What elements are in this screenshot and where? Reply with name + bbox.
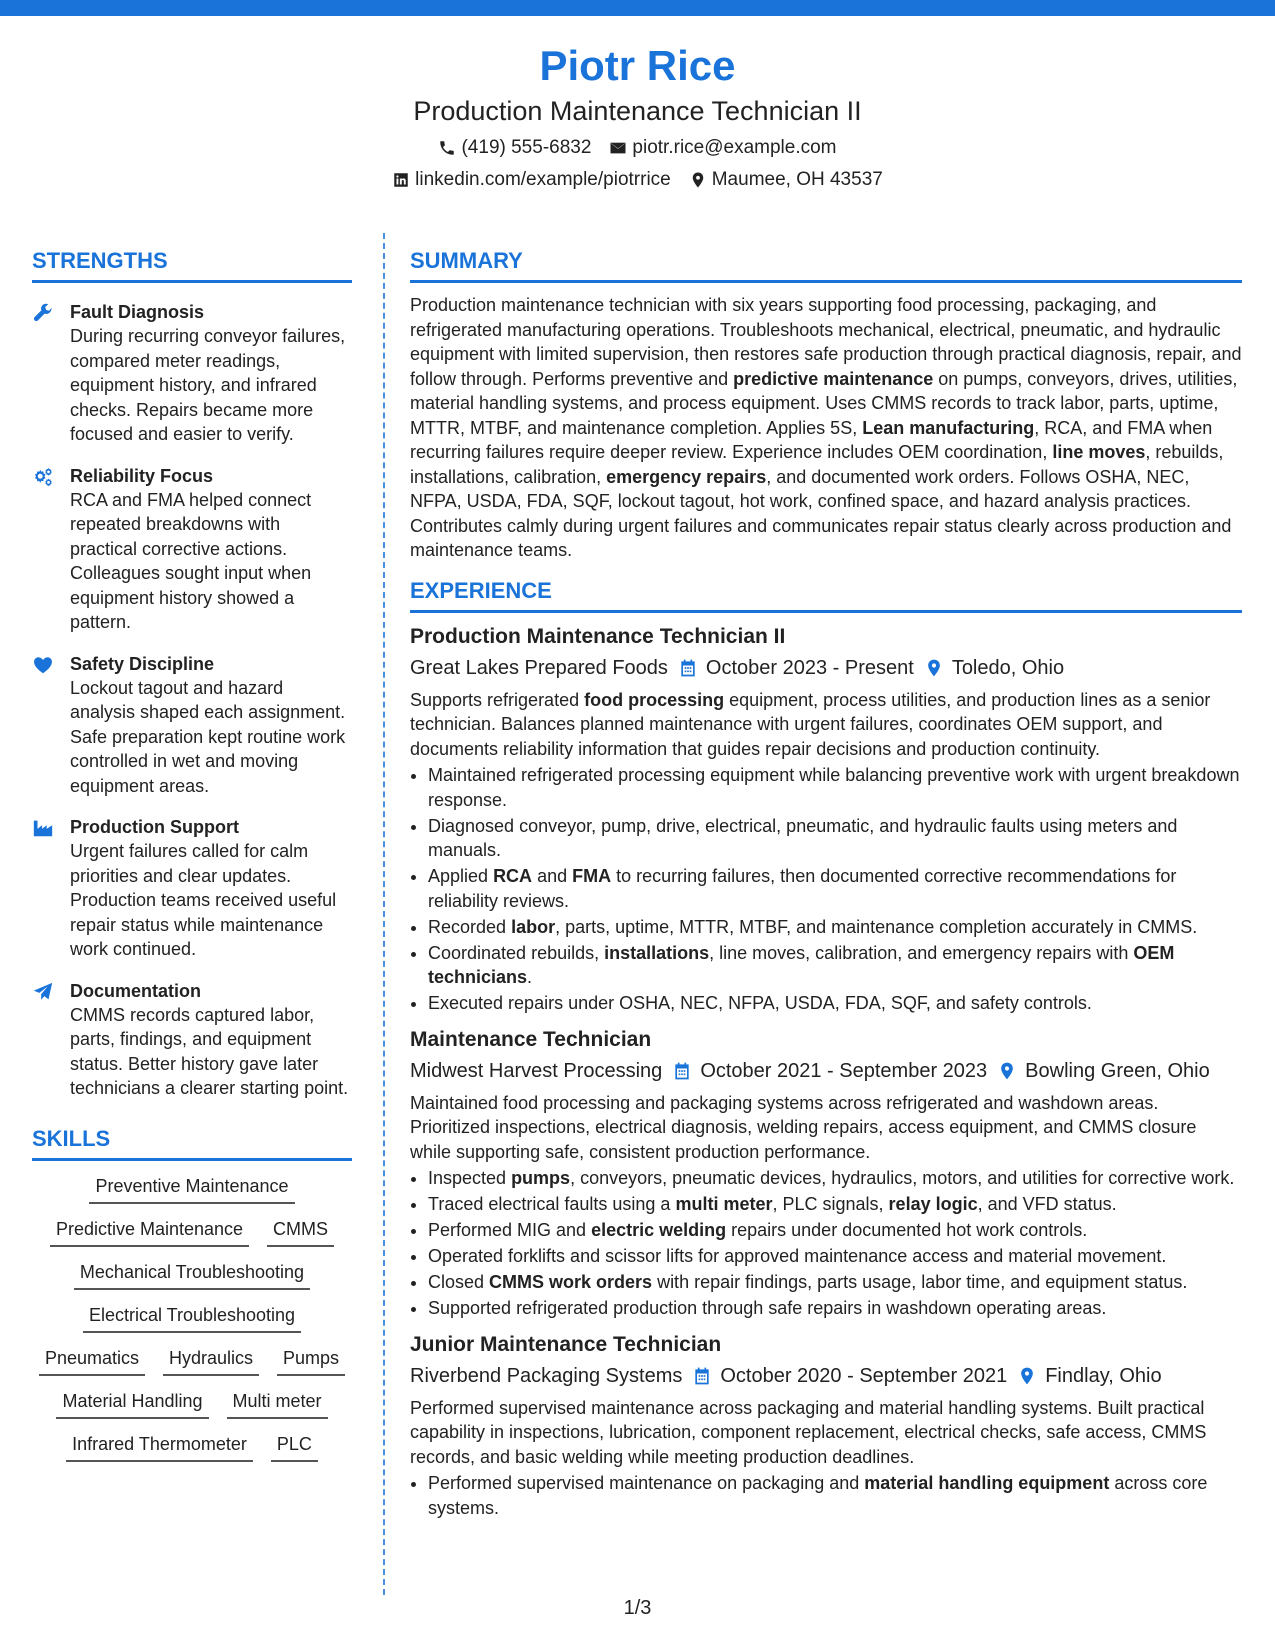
bold-keyword: pumps <box>511 1168 571 1188</box>
job-bullet <box>428 1296 1242 1321</box>
job-bullet <box>428 941 1242 990</box>
job-bullet <box>428 1166 1242 1191</box>
job-location-text: Findlay, Ohio <box>1045 1364 1162 1387</box>
job-dates <box>692 1362 1007 1390</box>
contact-row-1 <box>0 136 1275 160</box>
text-segment: Supports refrigerated <box>410 689 585 710</box>
text-segment: Maintained food processing and packaging systems across refrigerated and washdown areas. Prioritized inspections, electrical diagnosis, welding repairs, access equipment, and CMMS closure while supporting safe, consistent production performance. <box>410 1092 1197 1162</box>
left-column <box>32 247 352 1462</box>
map-pin-icon <box>1017 1366 1037 1386</box>
summary-text <box>410 293 1242 563</box>
strength-icon-wrap <box>32 979 70 1101</box>
job-dates-text: October 2021 - September 2023 <box>700 1059 988 1082</box>
strength-icon-wrap <box>32 300 70 447</box>
contact-row-2 <box>0 168 1275 192</box>
experience-heading: EXPERIENCE <box>410 577 1242 613</box>
email-text: piotr.rice@example.com <box>632 137 837 158</box>
phone-contact[interactable] <box>438 136 591 160</box>
job-bullet <box>428 1270 1242 1295</box>
job-bullet <box>428 814 1242 863</box>
text-segment: , parts, uptime, MTTR, MTBF, and maintenance completion accurately in CMMS. <box>555 916 1198 937</box>
column-divider <box>383 233 385 1595</box>
skill-tag: Infrared Thermometer <box>66 1432 253 1462</box>
skill-tag: Predictive Maintenance <box>50 1217 249 1247</box>
candidate-title: Production Maintenance Technician II <box>413 96 862 126</box>
text-segment: . <box>527 967 533 987</box>
text-segment: , rebuilds, installations, calibration, <box>410 442 1224 487</box>
strength-text: CMMS records captured labor, parts, findings, and equipment status. Better history gave later technicians a clearer starting point. <box>70 1004 349 1098</box>
industry-icon <box>32 817 54 839</box>
skill-row <box>32 1303 352 1333</box>
strength-body <box>70 464 352 635</box>
strength-title: Safety Discipline <box>70 653 215 674</box>
strength-title: Reliability Focus <box>70 465 214 486</box>
map-pin-icon <box>924 658 944 678</box>
job-bullets <box>410 1471 1242 1520</box>
text-segment: Maintained refrigerated processing equipment while balancing preventive work with urgent breakdown response. <box>428 765 1240 810</box>
bold-keyword: OEM technicians <box>428 942 1175 987</box>
text-segment: Applied <box>428 866 494 886</box>
bold-keyword: electric welding <box>591 1220 727 1240</box>
resume-header <box>0 40 1275 192</box>
job-bullet <box>428 763 1242 812</box>
strength-body <box>70 652 352 799</box>
text-segment: Performed supervised maintenance across packaging and material handling systems. Built practical capability in inspections, lubrication, component replacement, electrical checks, safe access, CMMS records, and basic welding while meeting production deadlines. <box>410 1397 1207 1467</box>
job-description <box>410 1396 1242 1470</box>
job-meta <box>410 1057 1242 1085</box>
strength-text: During recurring conveyor failures, compared meter readings, equipment history, and infrared checks. Repairs became more focused and easier to verify. <box>70 326 346 444</box>
text-segment: to recurring failures, then documented corrective recommendations for reliability reviews. <box>428 866 1177 911</box>
job-dates <box>672 1057 987 1085</box>
wrench-icon <box>32 302 54 324</box>
bold-keyword: installations <box>604 942 710 963</box>
job-location <box>1017 1362 1161 1390</box>
text-segment: , conveyors, pneumatic devices, hydraulics, motors, and utilities for corrective work. <box>570 1168 1235 1188</box>
skill-row <box>32 1217 352 1247</box>
text-segment: with repair findings, parts usage, labor time, and equipment status. <box>652 1272 1188 1292</box>
strength-icon-wrap <box>32 652 70 799</box>
job-meta <box>410 1362 1242 1390</box>
map-pin-icon <box>997 1061 1017 1081</box>
job-location-text: Bowling Green, Ohio <box>1025 1059 1210 1082</box>
text-segment: on pumps, conveyors, drives, utilities, material handling systems, and process equipment. Uses CMMS records to track labor, parts, uptime, MTTR, MTBF, and maintenance completion. Applies 5S, <box>410 368 1238 438</box>
job-entry <box>410 1331 1242 1521</box>
bold-keyword: CMMS work orders <box>489 1272 653 1292</box>
text-segment: Diagnosed conveyor, pump, drive, electrical, pneumatic, and hydraulic faults using meters and manuals. <box>428 815 1178 860</box>
skill-tag: Electrical Troubleshooting <box>83 1303 301 1333</box>
text-segment: , PLC signals, <box>772 1194 889 1214</box>
linkedin-text: linkedin.com/example/piotrrice <box>415 169 671 190</box>
text-segment: Coordinated rebuilds, <box>428 942 605 963</box>
strength-title: Fault Diagnosis <box>70 302 205 322</box>
skill-tag: Material Handling <box>56 1389 208 1419</box>
strength-body <box>70 979 352 1101</box>
linkedin-icon <box>392 171 410 189</box>
job-meta <box>410 654 1242 682</box>
job-dates-text: October 2020 - September 2021 <box>720 1364 1008 1387</box>
job-company: Riverbend Packaging Systems <box>410 1364 683 1387</box>
bold-keyword: relay logic <box>888 1194 978 1214</box>
job-location-text: Toledo, Ohio <box>951 656 1065 679</box>
job-location <box>924 654 1064 682</box>
job-description <box>410 688 1242 762</box>
strength-title: Documentation <box>70 980 202 1001</box>
location-contact <box>689 168 883 192</box>
strength-body <box>70 300 352 447</box>
text-segment: , line moves, calibration, and emergency repairs with <box>709 942 1134 963</box>
text-segment: Traced electrical faults using a <box>428 1194 676 1214</box>
job-bullet <box>428 1244 1242 1269</box>
skill-tag: Hydraulics <box>163 1346 259 1376</box>
strength-text: Lockout tagout and hazard analysis shaped each assignment. Safe preparation kept routine work controlled in wet and moving equipment areas. <box>70 677 346 796</box>
strength-title: Production Support <box>70 817 239 837</box>
envelope-icon <box>609 139 627 157</box>
strengths-list <box>32 300 352 1101</box>
skill-tag: Preventive Maintenance <box>89 1174 294 1204</box>
bold-keyword: FMA <box>572 866 612 886</box>
job-title: Maintenance Technician <box>410 1027 652 1051</box>
text-segment: Supported refrigerated production through safe repairs in washdown operating areas. <box>428 1298 1107 1318</box>
job-description <box>410 1091 1242 1165</box>
strength-item <box>32 652 352 799</box>
text-segment: Operated forklifts and scissor lifts for approved maintenance access and material movement. <box>428 1246 1167 1266</box>
skill-row <box>32 1389 352 1419</box>
skills-heading: SKILLS <box>32 1125 352 1161</box>
bold-keyword: predictive maintenance <box>733 368 934 389</box>
location-text: Maumee, OH 43537 <box>711 169 883 190</box>
bold-keyword: material handling equipment <box>864 1473 1110 1493</box>
skill-row <box>32 1346 352 1376</box>
job-location <box>997 1057 1210 1085</box>
job-dates <box>678 654 914 682</box>
skill-tag: CMMS <box>267 1217 334 1247</box>
candidate-name: Piotr Rice <box>539 42 736 89</box>
strength-item <box>32 815 352 962</box>
bold-keyword: emergency repairs <box>606 466 767 487</box>
text-segment: Performed MIG and <box>428 1220 592 1240</box>
bold-keyword: RCA <box>493 866 533 886</box>
top-accent-bar <box>0 0 1275 16</box>
experience-list <box>410 623 1242 1521</box>
text-segment: across core systems. <box>428 1473 1208 1518</box>
text-segment: repairs under documented hot work controls. <box>726 1220 1088 1240</box>
text-segment: Executed repairs under OSHA, NEC, NFPA, USDA, FDA, SQF, and safety controls. <box>428 993 1092 1013</box>
summary-heading: SUMMARY <box>410 247 1242 283</box>
strength-item <box>32 464 352 635</box>
bold-keyword: labor <box>511 916 556 937</box>
heart-icon <box>32 654 54 676</box>
job-bullets <box>410 1166 1242 1321</box>
calendar-icon <box>692 1366 712 1386</box>
text-segment: , and documented work orders. Follows OSHA, NEC, NFPA, USDA, FDA, SQF, lockout tagout, hot work, confined space, and hazard analysis practices. Contributes calmly during urgent failures and communicates repair status clearly across production and maintenance teams. <box>410 466 1232 560</box>
text-segment: and <box>532 866 573 886</box>
skills-list <box>32 1174 352 1462</box>
job-bullet <box>428 1218 1242 1243</box>
skill-row <box>32 1432 352 1462</box>
skill-tag: PLC <box>271 1432 318 1462</box>
email-contact[interactable] <box>609 136 836 160</box>
skill-tag: Mechanical Troubleshooting <box>74 1260 310 1290</box>
text-segment: Inspected <box>428 1168 512 1188</box>
calendar-icon <box>672 1061 692 1081</box>
bold-keyword: multi meter <box>675 1194 773 1214</box>
job-bullet <box>428 864 1242 913</box>
skill-row <box>32 1260 352 1290</box>
phone-text: (419) 555-6832 <box>461 137 592 158</box>
job-entry <box>410 1026 1242 1321</box>
strength-item <box>32 300 352 447</box>
bold-keyword: food processing <box>584 689 725 710</box>
job-bullet <box>428 1192 1242 1217</box>
text-segment: Closed <box>428 1272 490 1292</box>
job-company: Great Lakes Prepared Foods <box>410 656 668 679</box>
text-segment: Recorded <box>428 916 512 937</box>
skill-tag: Pneumatics <box>39 1346 145 1376</box>
text-segment: , and VFD status. <box>977 1194 1117 1214</box>
bold-keyword: Lean manufacturing <box>862 417 1035 438</box>
strength-body <box>70 815 352 962</box>
paper-plane-icon <box>32 981 54 1003</box>
strengths-heading: STRENGTHS <box>32 247 352 283</box>
page-number: 1/3 <box>623 1597 652 1619</box>
text-segment: Performed supervised maintenance on packaging and <box>428 1473 865 1493</box>
gears-icon <box>32 466 54 488</box>
job-dates-text: October 2023 - Present <box>705 656 914 679</box>
strength-text: Urgent failures called for calm priorities and clear updates. Production teams received useful repair status while maintenance work continued. <box>70 841 337 959</box>
strength-icon-wrap <box>32 815 70 962</box>
job-bullet <box>428 991 1242 1016</box>
job-title: Junior Maintenance Technician <box>410 1332 722 1356</box>
text-segment: , RCA, and FMA when recurring failures require deeper review. Experience includes OEM coordination, <box>410 417 1213 462</box>
calendar-icon <box>678 658 698 678</box>
job-entry <box>410 623 1242 1016</box>
linkedin-contact[interactable] <box>392 168 671 192</box>
skill-tag: Pumps <box>277 1346 345 1376</box>
strength-text: RCA and FMA helped connect repeated breakdowns with practical corrective actions. Colleagues sought input when equipment history showed a pattern. <box>70 489 312 632</box>
job-title: Production Maintenance Technician II <box>410 624 786 648</box>
right-column <box>410 247 1242 1520</box>
bold-keyword: line moves <box>1052 442 1146 462</box>
text-segment: Production maintenance technician with six years supporting food processing, packaging, and refrigerated manufacturing operations. Troubleshoots mechanical, electrical, pneumatic, and hydraulic equipment with limited supervision, then restores safe production through practical diagnosis, repair, and follow through. Performs preventive and <box>410 295 1242 389</box>
phone-icon <box>438 139 456 157</box>
job-bullets <box>410 763 1242 1016</box>
text-segment: equipment, process utilities, and production lines as a senior technician. Balances planned maintenance with urgent failures, coordinates OEM support, and documents reliability information that guides repair decisions and production continuity. <box>410 689 1211 759</box>
map-pin-icon <box>689 171 707 189</box>
job-company: Midwest Harvest Processing <box>410 1059 663 1082</box>
skill-tag: Multi meter <box>227 1389 328 1419</box>
job-bullet <box>428 915 1242 940</box>
strength-item <box>32 979 352 1101</box>
job-bullet <box>428 1471 1242 1520</box>
skill-row <box>32 1174 352 1204</box>
strength-icon-wrap <box>32 464 70 635</box>
